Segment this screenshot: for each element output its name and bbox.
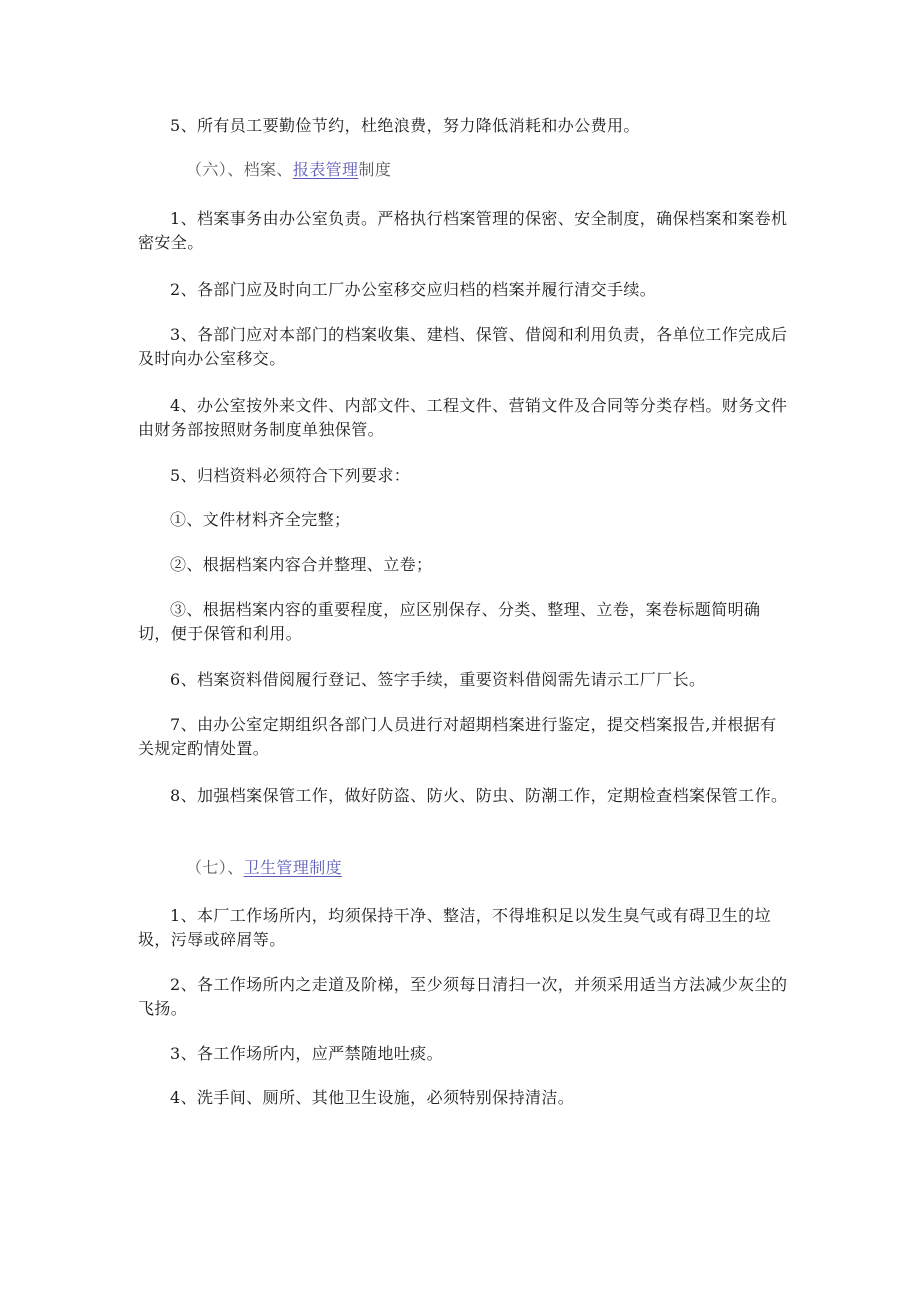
section7-item-2: 2、各工作场所内之走道及阶梯，至少须每日清扫一次，并须采用适当方法减少灰尘的飞扬。 <box>138 975 788 1018</box>
section6-item-4: 4、办公室按外来文件、内部文件、工程文件、营销文件及合同等分类存档。财务文件由财务部按照财务制度单独保管。 <box>138 396 788 439</box>
section7-item-3: 3、各工作场所内，应严禁随地吐痰。 <box>170 1044 443 1063</box>
section7-item-1: 1、本厂工作场所内，均须保持干净、整洁，不得堆积足以发生臭气或有碍卫生的垃圾，污辱或碎屑等。 <box>138 906 771 949</box>
section6-heading <box>186 158 391 182</box>
section6-requirement-3: ③、根据档案内容的重要程度，应区别保存、分类、整理、立卷，案卷标题简明确切，便于保管和利用。 <box>138 600 761 643</box>
section6-heading-suffix: 制度 <box>358 160 392 179</box>
section6-item-1: 1、档案事务由办公室负责。严格执行档案管理的保密、安全制度，确保档案和案卷机密安全。 <box>138 209 788 252</box>
section6-heading-link[interactable]: 报表管理 <box>292 160 359 179</box>
section7-item-4: 4、洗手间、厕所、其他卫生设施，必须特别保持清洁。 <box>170 1088 575 1107</box>
section7-heading-prefix: （七）、 <box>186 858 244 877</box>
section7-heading-link[interactable]: 卫生管理制度 <box>243 858 343 877</box>
section6-item-5: 5、归档资料必须符合下列要求： <box>170 466 411 485</box>
section6-requirement-1: ①、文件材料齐全完整； <box>170 510 351 529</box>
paragraph-frugality: 5、所有员工要勤俭节约，杜绝浪费，努力降低消耗和办公费用。 <box>170 116 640 135</box>
section6-requirement-2: ②、根据档案内容合并整理、立卷； <box>170 555 433 574</box>
section6-item-3: 3、各部门应对本部门的档案收集、建档、保管、借阅和利用负责，各单位工作完成后及时向办公室移交。 <box>138 325 788 368</box>
section6-item-6: 6、档案资料借阅履行登记、签字手续，重要资料借阅需先请示工厂厂长。 <box>170 670 706 689</box>
section6-item-2: 2、各部门应及时向工厂办公室移交应归档的档案并履行清交手续。 <box>170 280 657 299</box>
section6-heading-prefix: （六）、档案、 <box>186 160 293 179</box>
section6-item-8: 8、加强档案保管工作，做好防盗、防火、防虫、防潮工作，定期检查档案保管工作。 <box>170 786 788 805</box>
section6-item-7: 7、由办公室定期组织各部门人员进行对超期档案进行鉴定，提交档案报告,并根据有关规定酌情处置。 <box>138 715 777 758</box>
section7-heading <box>186 856 342 880</box>
